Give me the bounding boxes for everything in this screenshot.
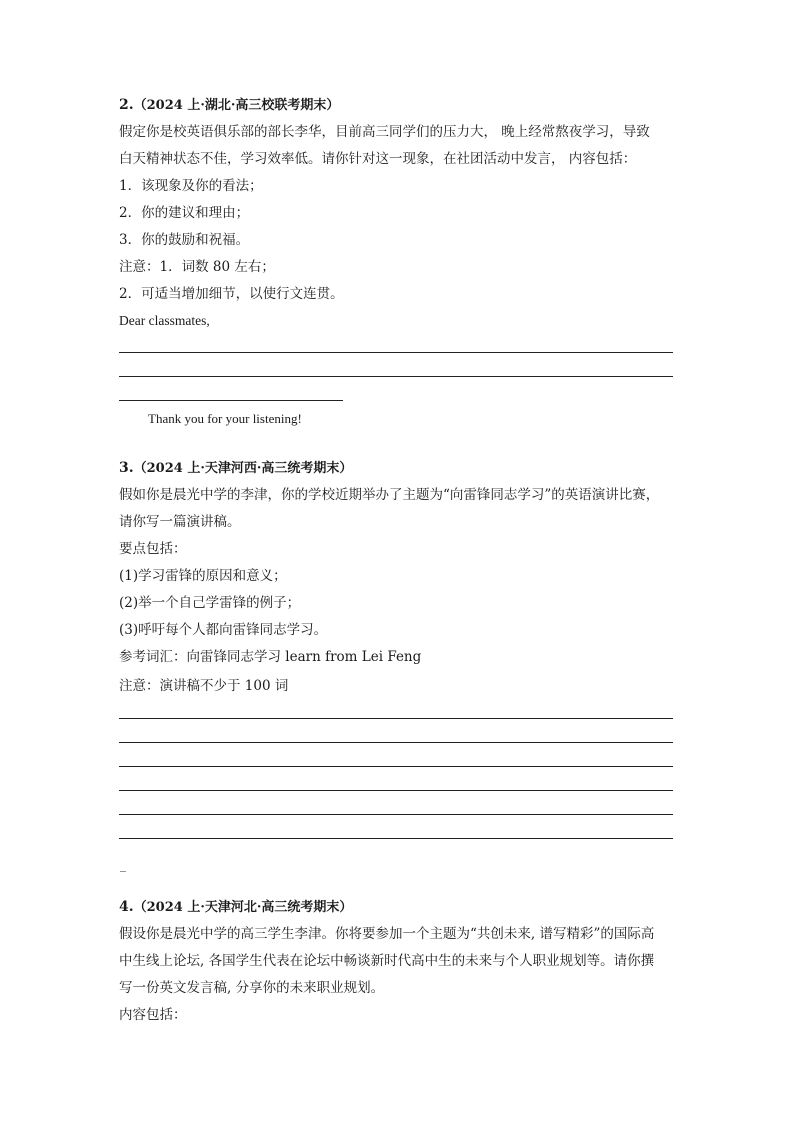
q4-source: （2024 上·天津河北·高三统考期末） — [133, 900, 353, 915]
q3-line-4: (2)举一个自己学雷锋的例子； — [119, 595, 301, 611]
q2-source: （2024 上·湖北·高三校联考期末） — [133, 98, 340, 113]
q3-line-6: 参考词汇：向雷锋同志学习 learn from Lei Feng — [119, 649, 422, 665]
q2-line-5: 注意：1．词数 80 左右； — [119, 259, 275, 275]
q3-line-7: 注意：演讲稿不少于 100 词 — [119, 678, 289, 694]
q2-answer-line — [119, 400, 343, 401]
q3-answer-line — [119, 718, 673, 719]
q2-line-0: 假定你是校英语俱乐部的部长李华，目前高三同学们的压力大， 晚上经常熬夜学习，导致 — [119, 124, 650, 140]
q3-answer-line — [119, 766, 673, 767]
q4-line-2: 写一份英文发言稿, 分享你的未来职业规划。 — [119, 980, 385, 996]
q3-answer-line — [119, 790, 673, 791]
q2-closing: Thank you for your listening! — [148, 411, 302, 426]
q3-line-0: 假如你是晨光中学的李津，你的学校近期举办了主题为“向雷锋同志学习”的英语演讲比赛， — [119, 487, 660, 503]
q2-line-4: 3．你的鼓励和祝福。 — [119, 232, 250, 248]
q3-answer-line — [119, 742, 673, 743]
q4-header — [119, 897, 352, 918]
q3-answer-line — [119, 814, 673, 815]
q3-answer-line — [119, 838, 673, 839]
q2-number: 2. — [119, 97, 134, 113]
q3-line-2: 要点包括： — [119, 541, 187, 557]
q2-header — [119, 95, 339, 116]
q2-answer-line — [119, 376, 673, 377]
q2-line-3: 2．你的建议和理由； — [119, 205, 250, 221]
q3-source: （2024 上·天津河西·高三统考期末） — [133, 461, 353, 476]
q2-greeting: Dear classmates, — [119, 313, 210, 328]
q4-line-0: 假设你是晨光中学的高三学生李津。你将要参加一个主题为“共创未来, 谱写精彩”的国际高 — [119, 926, 655, 942]
q2-line-2: 1．该现象及你的看法； — [119, 178, 263, 194]
q3-line-5: (3)呼吁每个人都向雷锋同志学习。 — [119, 622, 328, 638]
q4-line-1: 中生线上论坛, 各国学生代表在论坛中畅谈新时代高中生的未来与个人职业规划等。请你撰 — [119, 953, 655, 969]
q2-answer-line — [119, 352, 673, 353]
q3-line-1: 请你写一篇演讲稿。 — [119, 514, 241, 530]
q4-number: 4. — [119, 899, 134, 915]
q2-line-6: 2．可适当增加细节，以使行文连贯。 — [119, 286, 344, 302]
q4-line-3: 内容包括： — [119, 1007, 187, 1023]
q2-line-1: 白天精神状态不佳，学习效率低。请你针对这一现象，在社团活动中发言， 内容包括： — [119, 151, 637, 167]
q3-number: 3. — [119, 460, 134, 476]
q3-line-3: (1)学习雷锋的原因和意义； — [119, 568, 287, 584]
q3-header — [119, 458, 352, 479]
q3-trailing-mark: _ — [120, 858, 126, 872]
